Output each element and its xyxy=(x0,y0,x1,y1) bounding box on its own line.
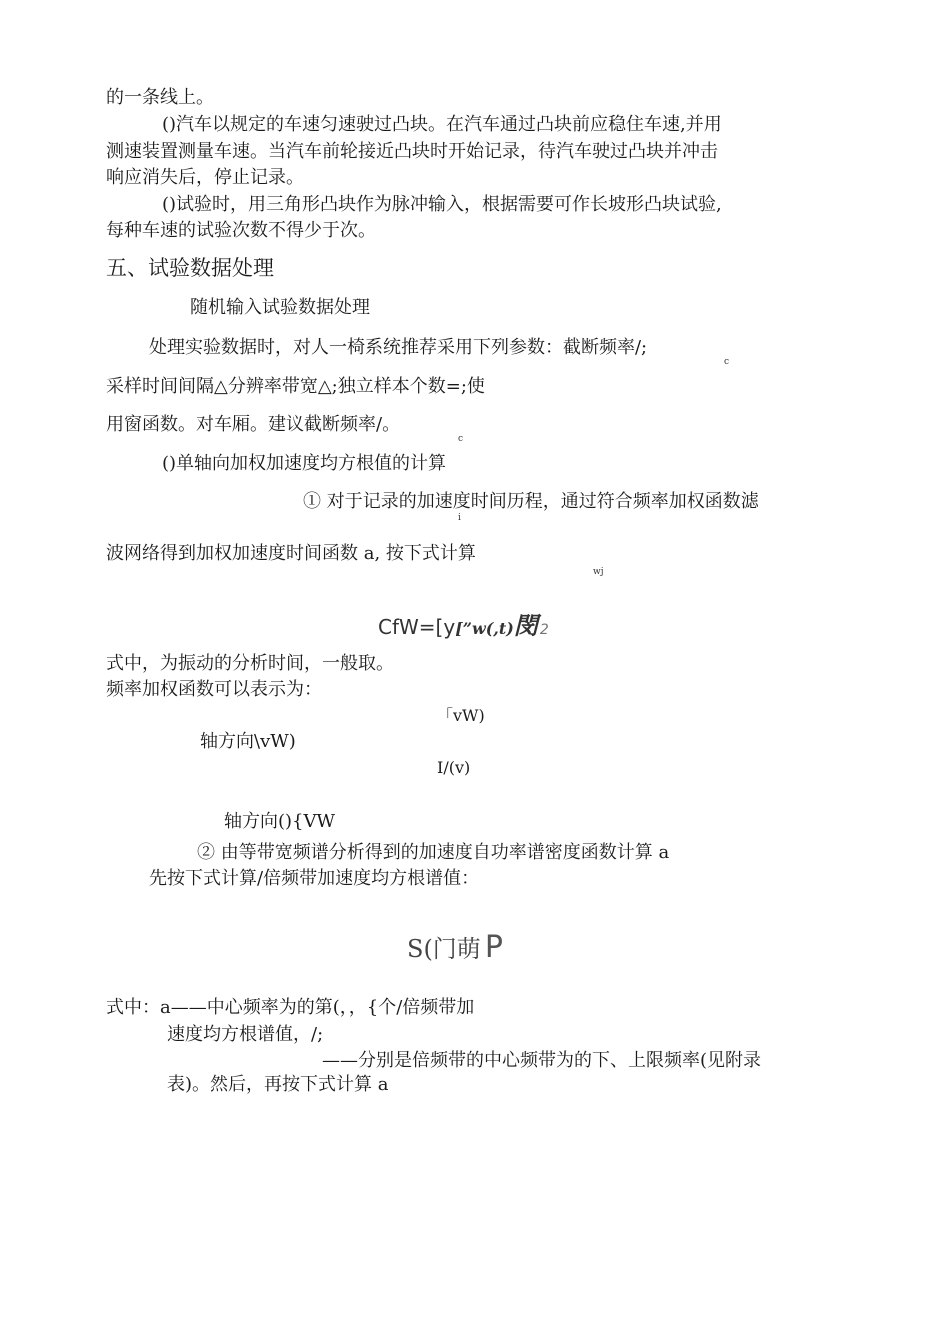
formula-part: 2 xyxy=(539,622,549,638)
formula-part: S(门萌 xyxy=(407,935,481,963)
formula-piece: 「vW) xyxy=(437,706,485,725)
text-line: 先按下式计算/倍频带加速度均方根谱值： xyxy=(149,868,480,889)
text-line: 表)。然后，再按下式计算 a xyxy=(167,1074,389,1095)
text-line: ——分别是倍频带的中心频带为的下、上限频率(见附录 xyxy=(322,1050,762,1071)
formula-weighted-rms xyxy=(378,614,549,642)
text-line: ()试验时，用三角形凸块作为脉冲输入，根据需要可作长坡形凸块试验, xyxy=(162,194,722,215)
text-line: ()汽车以规定的车速匀速驶过凸块。在汽车通过凸块前应稳住车速,并用 xyxy=(162,114,722,135)
formula-part: P xyxy=(484,930,503,965)
subsection-heading: 随机输入试验数据处理 xyxy=(190,297,370,318)
subscript: c xyxy=(724,357,730,367)
text-line: ()单轴向加权加速度均方根值的计算 xyxy=(162,453,447,474)
text-line: 式中：a——中心频率为的第(，，{个/倍频带加 xyxy=(106,997,475,1018)
section-heading: 五、试验数据处理 xyxy=(106,256,274,280)
text-line: 轴方向\vW) xyxy=(200,731,296,752)
text-line: 轴方向(){VW xyxy=(224,811,335,832)
formula-part: CfW=[y xyxy=(378,615,456,639)
text-line: 测速装置测量车速。当汽车前轮接近凸块时开始记录，待汽车驶过凸块并冲击 xyxy=(106,141,718,162)
text-line: 波网络得到加权加速度时间函数 a, 按下式计算 xyxy=(106,543,476,564)
subscript: i xyxy=(458,513,461,523)
text-line: 的一条线上。 xyxy=(106,87,214,108)
text-line: 响应消失后，停止记录。 xyxy=(106,167,304,188)
subscript: wj xyxy=(593,567,604,577)
text-line: ① 对于记录的加速度时间历程，通过符合频率加权函数滤 xyxy=(303,491,759,512)
formula-part: [”w(,t) xyxy=(455,619,514,638)
text-line: 处理实验数据时，对人一椅系统推荐采用下列参数：截断频率/; xyxy=(149,337,648,358)
text-line: 采样时间间隔△分辨率带宽△;独立样本个数=;使 xyxy=(106,376,485,397)
text-line: 频率加权函数可以表示为： xyxy=(106,679,322,700)
formula-octave-spectrum xyxy=(407,932,503,965)
text-line: 速度均方根谱值，/; xyxy=(167,1024,324,1045)
subscript: c xyxy=(458,434,464,444)
formula-part: 閔 xyxy=(513,612,538,640)
text-line: 每种车速的试验次数不得少于次。 xyxy=(106,220,376,241)
text-line: ② 由等带宽频谱分析得到的加速度自功率谱密度函数计算 a xyxy=(197,842,670,863)
formula-piece: I/(v) xyxy=(437,758,471,777)
text-line: 式中，为振动的分析时间，一般取。 xyxy=(106,653,394,674)
text-line: 用窗函数。对车厢。建议截断频率/。 xyxy=(106,414,401,435)
